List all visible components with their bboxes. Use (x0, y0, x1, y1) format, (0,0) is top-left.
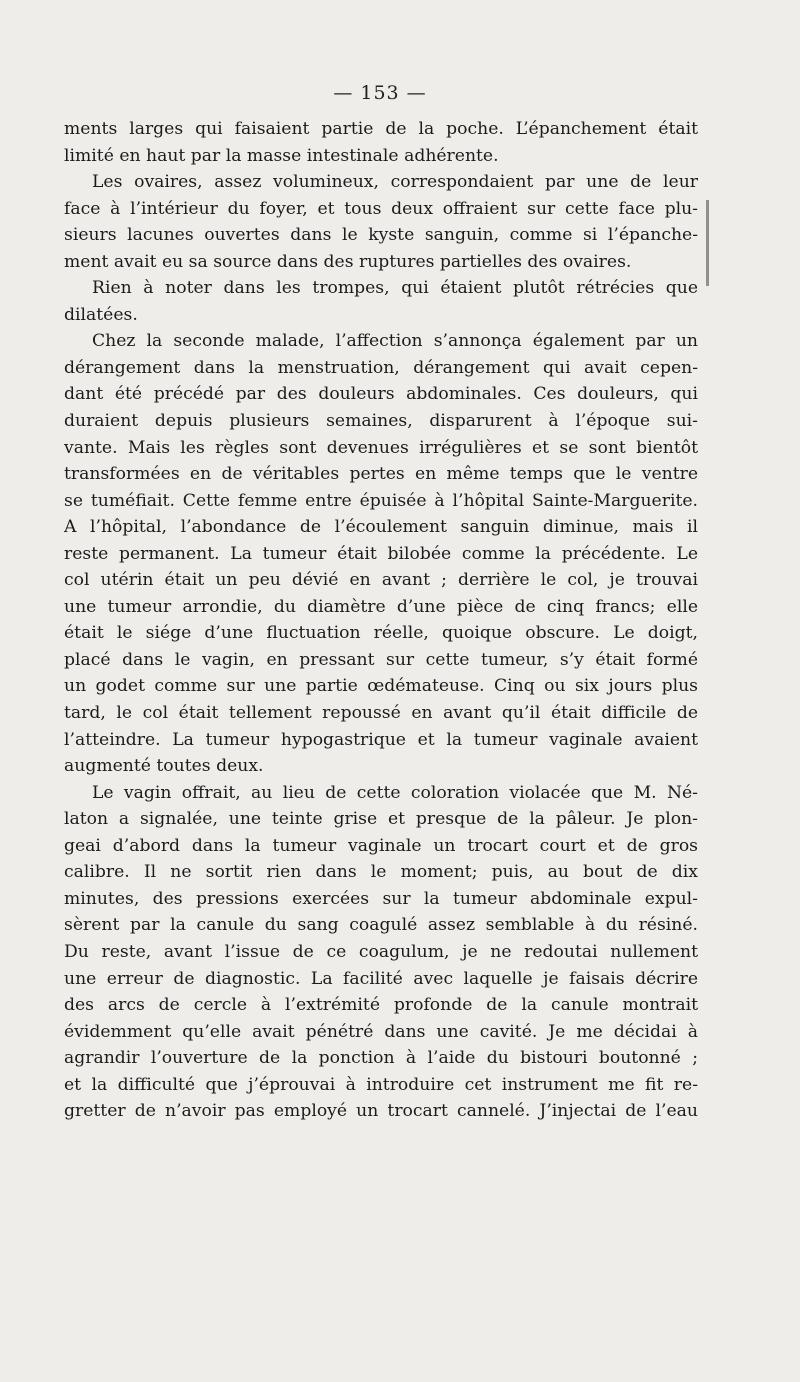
text-line: duraient depuis plusieurs semaines, disparurent à l’époque sui- (64, 411, 698, 432)
body-text (64, 116, 698, 1125)
text-line: gretter de n’avoir pas employé un trocart cannelé. J’injectai de l’eau (64, 1101, 698, 1122)
text-line: ments larges qui faisaient partie de la poche. L’épanchement était (64, 119, 698, 139)
text-line: A l’hôpital, l’abondance de l’écoulement sanguin diminue, mais il (64, 517, 698, 538)
text-line: dérangement dans la menstruation, dérangement qui avait cepen- (64, 357, 698, 378)
text-line: Chez la seconde malade, l’affection s’annonça également par un (92, 331, 698, 352)
page-number: — 153 — (333, 82, 427, 104)
text-line: limité en haut par la masse intestinale adhérente. (64, 145, 499, 166)
text-line: Le vagin offrait, au lieu de cette coloration violacée que M. Né- (92, 782, 698, 803)
text-line: était le siége d’une fluctuation réelle, quoique obscure. Le doigt, (64, 623, 698, 644)
text-line: Rien à noter dans les trompes, qui étaient plutôt rétrécies que (92, 278, 698, 299)
text-line: dilatées. (64, 304, 138, 325)
text-line: Du reste, avant l’issue de ce coagulum, je ne redoutai nullement (64, 941, 698, 962)
text-line: placé dans le vagin, en pressant sur cette tumeur, s’y était formé (64, 649, 698, 670)
text-line: une tumeur arrondie, du diamètre d’une pièce de cinq francs; elle (64, 596, 698, 617)
text-line: sèrent par la canule du sang coagulé assez semblable à du résiné. (64, 915, 698, 936)
text-line: dant été précédé par des douleurs abdominales. Ces douleurs, qui (64, 384, 698, 405)
text-line: face à l’intérieur du foyer, et tous deux offraient sur cette face plu- (64, 198, 698, 219)
text-line: évidemment qu’elle avait pénétré dans une cavité. Je me décidai à (64, 1021, 698, 1042)
text-line: laton a signalée, une teinte grise et presque de la pâleur. Je plon- (64, 809, 698, 830)
text-line: col utérin était un peu dévié en avant ; derrière le col, je trouvai (64, 570, 698, 591)
text-line: ment avait eu sa source dans des ruptures partielles des ovaires. (64, 251, 632, 272)
text-line: reste permanent. La tumeur était bilobée comme la précédente. Le (64, 543, 698, 564)
margin-mark (706, 200, 709, 286)
text-line: tard, le col était tellement repoussé en avant qu’il était difficile de (64, 703, 698, 724)
text-line: calibre. Il ne sortit rien dans le moment; puis, au bout de dix (64, 862, 698, 883)
text-line: transformées en de véritables pertes en même temps que le ventre (64, 464, 698, 485)
text-line: minutes, des pressions exercées sur la tumeur abdominale expul- (64, 888, 698, 909)
text-line: geai d’abord dans la tumeur vaginale un trocart court et de gros (64, 835, 698, 856)
text-line: un godet comme sur une partie œdémateuse. Cinq ou six jours plus (64, 676, 698, 697)
text-line: se tuméfiait. Cette femme entre épuisée à l’hôpital Sainte-Marguerite. (64, 490, 698, 511)
text-line: vante. Mais les règles sont devenues irrégulières et se sont bientôt (64, 437, 698, 458)
text-line: sieurs lacunes ouvertes dans le kyste sanguin, comme si l’épanche- (64, 225, 698, 246)
text-line: Les ovaires, assez volumineux, correspondaient par une de leur (92, 172, 698, 193)
text-line: une erreur de diagnostic. La facilité avec laquelle je faisais décrire (64, 968, 698, 989)
text-line: augmenté toutes deux. (64, 756, 264, 777)
text-line: l’atteindre. La tumeur hypogastrique et la tumeur vaginale avaient (64, 729, 698, 750)
text-line: agrandir l’ouverture de la ponction à l’aide du bistouri boutonné ; (64, 1048, 698, 1069)
text-line: des arcs de cercle à l’extrémité profonde de la canule montrait (64, 995, 698, 1016)
text-line: et la difficulté que j’éprouvai à introduire cet instrument me fit re- (64, 1074, 698, 1095)
